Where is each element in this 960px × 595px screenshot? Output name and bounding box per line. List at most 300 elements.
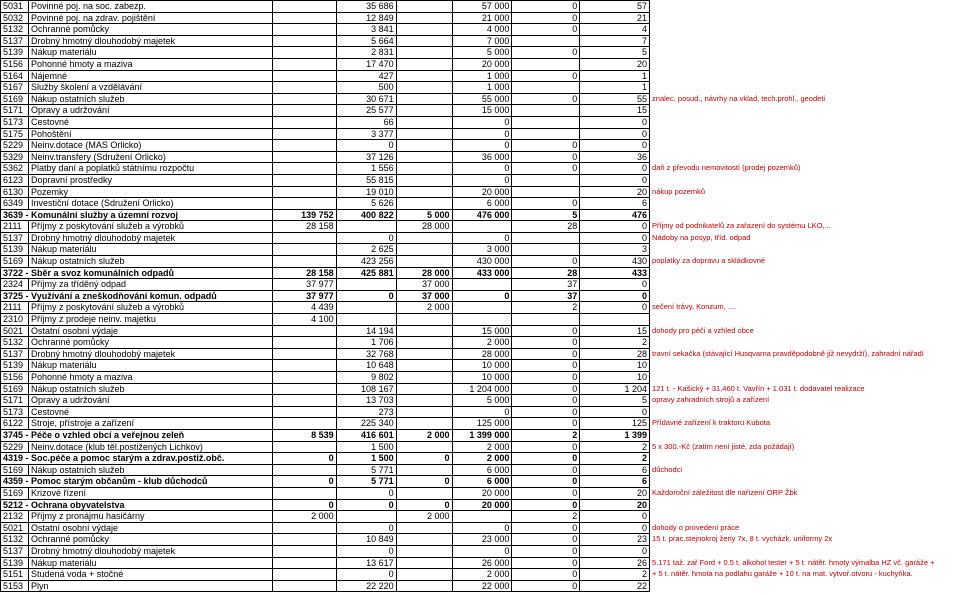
table-row [1, 151, 960, 163]
expense-budget-cell: 0 [452, 128, 512, 140]
expense-actual-cell [336, 302, 396, 314]
expense-thousands-cell: 57 [580, 1, 650, 13]
income-actual-cell [272, 58, 336, 70]
expense-actual-cell: 427 [336, 70, 396, 82]
section-title-cell: 4359 - Pomoc starým občanům - klub důchodců [1, 476, 273, 488]
expense-thousands-cell: 0 [580, 140, 650, 152]
item-name-cell: Stroje, přístroje a zařízení [28, 418, 272, 430]
item-name-cell: Povinné poj. na soc. zabezp. [28, 1, 272, 13]
item-code-cell: 5167 [1, 82, 29, 94]
item-code-cell: 6130 [1, 186, 29, 198]
income-thousands-cell [512, 244, 580, 256]
expense-thousands-cell: 5 [580, 47, 650, 59]
table-row [1, 372, 960, 384]
income-actual-cell [272, 569, 336, 581]
income-thousands-cell: 0 [512, 360, 580, 372]
income-budget-cell [396, 545, 452, 557]
item-name-cell: Ostatní osobní výdaje [28, 522, 272, 534]
expense-actual-cell: 14 194 [336, 325, 396, 337]
expense-thousands-cell: 430 [580, 256, 650, 268]
expense-budget-cell: 5 000 [452, 395, 512, 407]
income-thousands-cell: 37 [512, 279, 580, 291]
expense-thousands-cell: 0 [580, 163, 650, 175]
income-actual-cell [272, 35, 336, 47]
item-name-cell: Nákup materiálu [28, 244, 272, 256]
income-actual-cell [272, 128, 336, 140]
income-thousands-cell: 0 [512, 476, 580, 488]
item-code-cell: 5175 [1, 128, 29, 140]
expense-thousands-cell: 0 [580, 302, 650, 314]
expense-actual-cell: 32 768 [336, 348, 396, 360]
table-row [1, 406, 960, 418]
item-name-cell: Drobný hmotný dlouhodobý majetek [28, 545, 272, 557]
expense-budget-cell: 26 000 [452, 557, 512, 569]
expense-thousands-cell: 55 [580, 93, 650, 105]
expense-thousands-cell: 0 [580, 128, 650, 140]
expense-actual-cell: 2 831 [336, 47, 396, 59]
table-row [1, 140, 960, 152]
note-cell: Každoroční záležitost dle nařízení ORP Žbk [652, 487, 798, 497]
expense-budget-cell: 0 [452, 406, 512, 418]
income-actual-cell [272, 337, 336, 349]
item-code-cell: 5164 [1, 70, 29, 82]
table-row [1, 545, 960, 557]
income-budget-cell [396, 395, 452, 407]
item-code-cell: 5169 [1, 256, 29, 268]
expense-thousands-cell: 433 [580, 267, 650, 279]
income-actual-cell [272, 418, 336, 430]
income-budget-cell [396, 70, 452, 82]
income-actual-cell: 37 977 [272, 290, 336, 302]
expense-actual-cell: 13 617 [336, 557, 396, 569]
expense-actual-cell: 5 626 [336, 198, 396, 210]
expense-actual-cell: 1 500 [336, 453, 396, 465]
income-actual-cell: 4 100 [272, 314, 336, 326]
item-code-cell: 5169 [1, 93, 29, 105]
income-actual-cell [272, 174, 336, 186]
table-row [1, 314, 960, 326]
item-name-cell: Povinné poj. na zdrav. pojištění [28, 12, 272, 24]
income-budget-cell [396, 441, 452, 453]
section-title-cell: 4319 - Soc.péče a pomoc starým a zdrav.postiž.obč. [1, 453, 273, 465]
expense-actual-cell [336, 314, 396, 326]
expense-actual-cell: 5 771 [336, 476, 396, 488]
expense-budget-cell: 6 000 [452, 476, 512, 488]
item-name-cell: Nájemné [28, 70, 272, 82]
income-actual-cell: 0 [272, 476, 336, 488]
income-thousands-cell: 0 [512, 140, 580, 152]
table-row [1, 1, 960, 13]
expense-budget-cell: 0 [452, 545, 512, 557]
item-name-cell: Platby daní a poplatků státnímu rozpočtu [28, 163, 272, 175]
expense-thousands-cell: 3 [580, 244, 650, 256]
note-cell: opravy zahradních strojů a zařízení [652, 395, 770, 405]
item-name-cell: Studená voda + stočné [28, 569, 272, 581]
note-cell [650, 476, 960, 488]
item-code-cell: 5171 [1, 395, 29, 407]
note-cell: poplatky za dopravu a skládkovné [652, 256, 766, 266]
expense-thousands-cell: 20 [580, 499, 650, 511]
income-budget-cell [396, 163, 452, 175]
expense-actual-cell: 416 601 [336, 429, 396, 441]
table-row [1, 511, 960, 523]
expense-thousands-cell: 6 [580, 464, 650, 476]
expense-thousands-cell: 15 [580, 105, 650, 117]
expense-actual-cell: 0 [336, 290, 396, 302]
income-budget-cell [396, 360, 452, 372]
income-budget-cell [396, 186, 452, 198]
section-title-cell: 3725 - Využívání a zneškodňování komun. odpadů [1, 290, 273, 302]
expense-thousands-cell: 28 [580, 348, 650, 360]
table-row [1, 383, 960, 395]
expense-budget-cell: 20 000 [452, 499, 512, 511]
income-thousands-cell: 0 [512, 499, 580, 511]
item-code-cell: 5031 [1, 1, 29, 13]
expense-actual-cell: 13 703 [336, 395, 396, 407]
item-code-cell: 5139 [1, 47, 29, 59]
note-cell [650, 12, 960, 24]
table-row [1, 232, 960, 244]
expense-thousands-cell: 0 [580, 522, 650, 534]
item-name-cell: Dopravní prostředky [28, 174, 272, 186]
income-thousands-cell: 0 [512, 70, 580, 82]
expense-budget-cell: 0 [452, 232, 512, 244]
expense-budget-cell: 3 000 [452, 244, 512, 256]
expense-budget-cell: 5 000 [452, 47, 512, 59]
expense-thousands-cell: 0 [580, 545, 650, 557]
item-name-cell: Ochranné pomůcky [28, 24, 272, 36]
table-row [1, 569, 960, 581]
table-row [1, 12, 960, 24]
note-cell [650, 453, 960, 465]
income-budget-cell [396, 337, 452, 349]
expense-budget-cell: 10 000 [452, 360, 512, 372]
table-row [1, 256, 960, 268]
expense-actual-cell: 1 556 [336, 163, 396, 175]
expense-thousands-cell: 2 [580, 337, 650, 349]
expense-thousands-cell: 0 [580, 174, 650, 186]
note-cell [650, 70, 960, 82]
item-name-cell: Nákup ostatních služeb [28, 256, 272, 268]
item-name-cell: Služby školení a vzdělávání [28, 82, 272, 94]
income-actual-cell [272, 534, 336, 546]
item-code-cell: 5139 [1, 244, 29, 256]
income-actual-cell [272, 12, 336, 24]
income-actual-cell [272, 360, 336, 372]
table-row [1, 279, 960, 291]
section-total-row [1, 290, 960, 302]
table-row [1, 534, 960, 546]
item-code-cell: 6349 [1, 198, 29, 210]
item-name-cell: Pohonné hmoty a maziva [28, 372, 272, 384]
income-thousands-cell: 0 [512, 534, 580, 546]
income-budget-cell [396, 116, 452, 128]
section-total-row [1, 499, 960, 511]
expense-budget-cell: 57 000 [452, 1, 512, 13]
income-actual-cell: 0 [272, 499, 336, 511]
expense-budget-cell: 20 000 [452, 186, 512, 198]
table-row [1, 174, 960, 186]
income-thousands-cell: 0 [512, 569, 580, 581]
item-code-cell: 5329 [1, 151, 29, 163]
note-cell [650, 511, 960, 523]
item-code-cell: 6123 [1, 174, 29, 186]
income-actual-cell [272, 406, 336, 418]
note-cell [650, 337, 960, 349]
note-cell: Příjmy od podnikatelů za zařazení do systému LKO,... [652, 221, 831, 231]
expense-budget-cell: 7 000 [452, 35, 512, 47]
note-cell [650, 198, 960, 210]
income-budget-cell [396, 58, 452, 70]
expense-actual-cell: 9 802 [336, 372, 396, 384]
income-thousands-cell: 0 [512, 453, 580, 465]
expense-budget-cell: 10 000 [452, 372, 512, 384]
note-cell [650, 360, 960, 372]
item-code-cell: 5153 [1, 580, 29, 592]
income-budget-cell [396, 256, 452, 268]
income-budget-cell [396, 534, 452, 546]
income-budget-cell [396, 198, 452, 210]
income-budget-cell [396, 464, 452, 476]
income-thousands-cell: 0 [512, 151, 580, 163]
expense-thousands-cell: 2 [580, 453, 650, 465]
income-actual-cell: 28 158 [272, 221, 336, 233]
table-row [1, 487, 960, 499]
income-budget-cell: 28 000 [396, 221, 452, 233]
note-cell: dohody o provedení práce [652, 522, 740, 532]
table-row [1, 418, 960, 430]
item-code-cell: 2324 [1, 279, 29, 291]
expense-budget-cell [452, 221, 512, 233]
expense-thousands-cell: 10 [580, 360, 650, 372]
income-thousands-cell: 0 [512, 372, 580, 384]
expense-thousands-cell: 0 [580, 406, 650, 418]
expense-actual-cell: 1 706 [336, 337, 396, 349]
section-total-row [1, 209, 960, 221]
income-actual-cell [272, 70, 336, 82]
item-code-cell: 5151 [1, 569, 29, 581]
expense-thousands-cell: 1 [580, 70, 650, 82]
expense-thousands-cell: 20 [580, 487, 650, 499]
income-actual-cell: 2 000 [272, 511, 336, 523]
item-name-cell: Drobný hmotný dlouhodobý majetek [28, 232, 272, 244]
expense-actual-cell [336, 279, 396, 291]
table-row [1, 128, 960, 140]
income-budget-cell [396, 522, 452, 534]
section-total-row [1, 267, 960, 279]
income-thousands-cell: 0 [512, 163, 580, 175]
expense-actual-cell: 0 [336, 140, 396, 152]
note-cell: + 5 t. nátěr. hmota na podlahu garáže + 10 t. na mat. vytvoř.otvoru - kuchyňka. [652, 569, 913, 579]
income-thousands-cell: 37 [512, 290, 580, 302]
item-name-cell: Příjmy z poskytování služeb a výrobků [28, 302, 272, 314]
table-row [1, 221, 960, 233]
income-actual-cell [272, 441, 336, 453]
item-code-cell: 5139 [1, 557, 29, 569]
income-budget-cell [396, 232, 452, 244]
expense-actual-cell: 22 220 [336, 580, 396, 592]
income-actual-cell: 0 [272, 453, 336, 465]
expense-actual-cell: 35 686 [336, 1, 396, 13]
note-cell: daň z převodu nemovitostí (prodej pozemků) [652, 163, 801, 173]
expense-budget-cell: 15 000 [452, 105, 512, 117]
expense-thousands-cell: 0 [580, 221, 650, 233]
income-budget-cell: 37 000 [396, 279, 452, 291]
income-actual-cell [272, 24, 336, 36]
expense-budget-cell: 2 000 [452, 441, 512, 453]
item-code-cell: 6122 [1, 418, 29, 430]
expense-thousands-cell: 1 399 [580, 429, 650, 441]
table-row [1, 557, 960, 569]
income-actual-cell [272, 372, 336, 384]
expense-budget-cell: 1 399 000 [452, 429, 512, 441]
income-thousands-cell [512, 82, 580, 94]
note-cell [650, 372, 960, 384]
expense-thousands-cell: 7 [580, 35, 650, 47]
income-thousands-cell: 0 [512, 545, 580, 557]
item-name-cell: Cestovné [28, 116, 272, 128]
expense-budget-cell: 476 000 [452, 209, 512, 221]
expense-actual-cell: 55 815 [336, 174, 396, 186]
expense-actual-cell: 273 [336, 406, 396, 418]
expense-actual-cell: 1 500 [336, 441, 396, 453]
expense-thousands-cell: 21 [580, 12, 650, 24]
income-budget-cell [396, 383, 452, 395]
expense-budget-cell: 0 [452, 522, 512, 534]
expense-budget-cell: 0 [452, 163, 512, 175]
expense-budget-cell [452, 279, 512, 291]
note-cell: 15 t. prac.stejnokroj ženy 7x, 8 t. vycházk. uniformy 2x [652, 534, 833, 544]
expense-thousands-cell: 0 [580, 290, 650, 302]
table-row [1, 186, 960, 198]
income-actual-cell [272, 93, 336, 105]
income-actual-cell: 8 539 [272, 429, 336, 441]
expense-actual-cell: 25 577 [336, 105, 396, 117]
income-thousands-cell: 2 [512, 429, 580, 441]
income-thousands-cell: 2 [512, 302, 580, 314]
income-actual-cell [272, 116, 336, 128]
expense-actual-cell: 12 849 [336, 12, 396, 24]
income-budget-cell [396, 314, 452, 326]
expense-budget-cell: 20 000 [452, 58, 512, 70]
expense-actual-cell: 0 [336, 232, 396, 244]
expense-budget-cell: 1 000 [452, 70, 512, 82]
item-name-cell: Nákup materiálu [28, 360, 272, 372]
item-code-cell: 5229 [1, 140, 29, 152]
table-row [1, 302, 960, 314]
expense-actual-cell: 423 256 [336, 256, 396, 268]
table-row [1, 105, 960, 117]
item-name-cell: Nákup materiálu [28, 557, 272, 569]
note-cell [650, 279, 960, 291]
income-budget-cell: 2 000 [396, 511, 452, 523]
income-actual-cell [272, 580, 336, 592]
note-cell [650, 209, 960, 221]
expense-budget-cell: 0 [452, 140, 512, 152]
expense-thousands-cell: 6 [580, 476, 650, 488]
budget-table-body [1, 1, 960, 592]
expense-budget-cell: 28 000 [452, 348, 512, 360]
income-thousands-cell: 0 [512, 418, 580, 430]
note-cell: Přídavné zařízení k traktoru Kubota [652, 418, 771, 428]
item-code-cell: 5021 [1, 522, 29, 534]
expense-thousands-cell: 0 [580, 279, 650, 291]
expense-actual-cell: 0 [336, 522, 396, 534]
note-cell [650, 151, 960, 163]
table-row [1, 35, 960, 47]
item-name-cell: Příjmy z poskytování služeb a výrobků [28, 221, 272, 233]
table-row [1, 58, 960, 70]
item-code-cell: 5362 [1, 163, 29, 175]
item-name-cell: Ochranné pomůcky [28, 534, 272, 546]
expense-budget-cell: 125 000 [452, 418, 512, 430]
expense-budget-cell: 6 000 [452, 464, 512, 476]
item-name-cell: Nákup ostatních služeb [28, 464, 272, 476]
item-name-cell: Pohoštění [28, 128, 272, 140]
item-code-cell: 5173 [1, 406, 29, 418]
expense-thousands-cell: 0 [580, 511, 650, 523]
income-budget-cell [396, 12, 452, 24]
table-row [1, 24, 960, 36]
expense-budget-cell: 0 [452, 290, 512, 302]
note-cell: travní sekačka (stávající Husqvarna pravděpodobně již nevydrží), zahradní nářadí [652, 348, 924, 358]
note-cell: 121 t. - Kašický + 31,460 t. Vavřín + 1.031 t. dodavatel realizace [652, 383, 865, 393]
income-budget-cell [396, 487, 452, 499]
expense-budget-cell: 23 000 [452, 534, 512, 546]
income-budget-cell [396, 348, 452, 360]
item-name-cell: Příjmy z pronájmu hasičárny [28, 511, 272, 523]
section-total-row [1, 476, 960, 488]
note-cell [650, 116, 960, 128]
expense-actual-cell: 0 [336, 569, 396, 581]
item-name-cell: Neinv.transfery (Sdružení Orlicko) [28, 151, 272, 163]
income-actual-cell [272, 105, 336, 117]
expense-actual-cell: 2 625 [336, 244, 396, 256]
income-budget-cell [396, 580, 452, 592]
item-code-cell: 5156 [1, 372, 29, 384]
item-name-cell: Neinv.dotace (klub těl.postižených Lichkov) [28, 441, 272, 453]
income-thousands-cell [512, 105, 580, 117]
expense-thousands-cell: 23 [580, 534, 650, 546]
expense-actual-cell: 500 [336, 82, 396, 94]
item-code-cell: 5132 [1, 24, 29, 36]
section-title-cell: 3639 - Komunální služby a územní rozvoj [1, 209, 273, 221]
item-code-cell: 5137 [1, 545, 29, 557]
table-row [1, 325, 960, 337]
income-thousands-cell: 0 [512, 557, 580, 569]
expense-actual-cell: 3 841 [336, 24, 396, 36]
income-thousands-cell [512, 314, 580, 326]
expense-actual-cell: 400 822 [336, 209, 396, 221]
note-cell [650, 35, 960, 47]
note-cell [650, 314, 960, 326]
income-actual-cell [272, 522, 336, 534]
item-name-cell: Příjmy z prodeje neinv. majetku [28, 314, 272, 326]
note-cell: důchodci [652, 464, 683, 474]
income-actual-cell [272, 545, 336, 557]
expense-budget-cell: 4 000 [452, 24, 512, 36]
item-name-cell: Neinv.dotace (MAS Orlicko) [28, 140, 272, 152]
income-thousands-cell: 0 [512, 47, 580, 59]
income-budget-cell: 0 [396, 499, 452, 511]
income-thousands-cell: 28 [512, 267, 580, 279]
income-thousands-cell [512, 35, 580, 47]
table-row [1, 82, 960, 94]
expense-budget-cell: 21 000 [452, 12, 512, 24]
item-code-cell: 5169 [1, 487, 29, 499]
expense-actual-cell: 225 340 [336, 418, 396, 430]
table-row [1, 337, 960, 349]
